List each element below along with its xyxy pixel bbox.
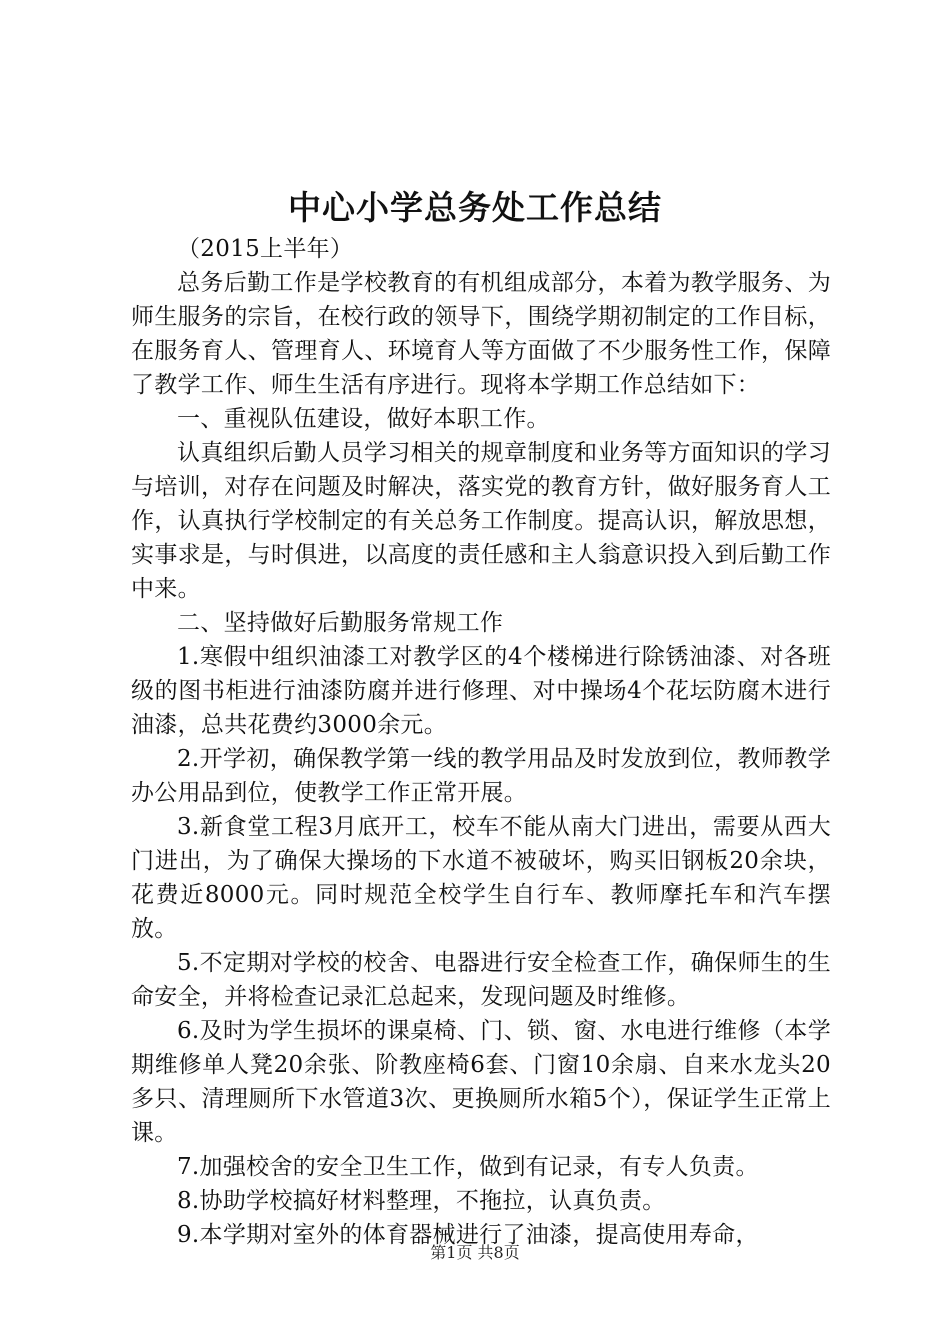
list-item-7: 7.加强校舍的安全卫生工作，做到有记录，有专人负责。 <box>177 1154 759 1180</box>
document-subtitle: （2015上半年） <box>177 236 354 262</box>
list-item-3: 3.新食堂工程3月底开工，校车不能从南大门进出，需要从西大门进出，为了确保大操场的下水道不被破坏，购买旧钢板20余块，花费近8000元。同时规范全校学生自行车、教师摩托车和汽车摆放。 <box>131 814 831 942</box>
page-number-footer: 第1页 共8页 <box>430 1243 520 1262</box>
list-item-2: 2.开学初，确保教学第一线的教学用品及时发放到位，教师教学办公用品到位，使教学工作正常开展。 <box>131 746 831 806</box>
list-item-8: 8.协助学校搞好材料整理，不拖拉，认真负责。 <box>177 1188 666 1214</box>
paragraph-section-1: 认真组织后勤人员学习相关的规章制度和业务等方面知识的学习与培训，对存在问题及时解决，落实党的教育方针，做好服务育人工作，认真执行学校制定的有关总务工作制度。提高认识，解放思想，实事求是，与时俱进，以高度的责任感和主人翁意识投入到后勤工作中来。 <box>131 440 831 602</box>
list-item-5: 5.不定期对学校的校舍、电器进行安全检查工作，确保师生的生命安全，并将检查记录汇总起来，发现问题及时维修。 <box>131 950 831 1010</box>
section-heading-2: 二、坚持做好后勤服务常规工作 <box>177 610 504 636</box>
list-item-9: 9.本学期对室外的体育器械进行了油漆，提高使用寿命， <box>177 1222 759 1248</box>
document-body <box>131 232 831 1252</box>
section-heading-1: 一、重视队伍建设，做好本职工作。 <box>177 406 550 432</box>
list-item-6: 6.及时为学生损坏的课桌椅、门、锁、窗、水电进行维修（本学期维修单人凳20余张、阶教座椅6套、门窗10余扇、自来水龙头20多只、清理厕所下水管道3次、更换厕所水箱5个），保证学生正常上课。 <box>131 1018 831 1146</box>
paragraph-intro: 总务后勤工作是学校教育的有机组成部分，本着为教学服务、为师生服务的宗旨，在校行政的领导下，围绕学期初制定的工作目标，在服务育人、管理育人、环境育人等方面做了不少服务性工作，保障了教学工作、师生生活有序进行。现将本学期工作总结如下： <box>131 270 831 398</box>
document-title: 中心小学总务处工作总结 <box>288 188 662 227</box>
list-item-1: 1.寒假中组织油漆工对教学区的4个楼梯进行除锈油漆、对各班级的图书柜进行油漆防腐并进行修理、对中操场4个花坛防腐木进行油漆，总共花费约3000余元。 <box>131 644 831 738</box>
